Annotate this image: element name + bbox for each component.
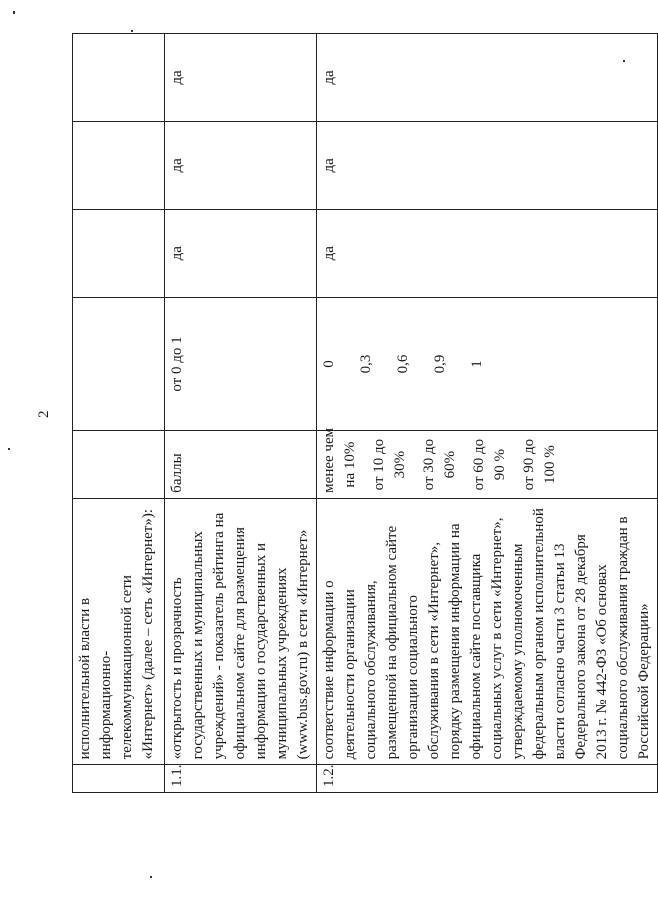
text-line: утверждаемому уполномоченным [510, 543, 526, 760]
line-gap [414, 303, 422, 426]
text-line: на 10% [342, 441, 358, 488]
text-line: Российской Федерации» [636, 603, 652, 760]
text-line: от 0 до 1 [169, 336, 185, 392]
unit-cell [165, 431, 317, 498]
unit-cell [73, 431, 165, 498]
text-line: обслуживания в сети «Интернет», [426, 541, 442, 760]
text-line: власти согласно части 3 статьи 13 [552, 543, 568, 760]
applicability-cell [73, 121, 165, 209]
line-gap [511, 436, 519, 492]
criterion-name [317, 498, 658, 765]
text-line: 60% [442, 450, 458, 479]
criterion-name [73, 498, 165, 765]
line-gap [422, 303, 430, 426]
applicability-cell: да [317, 34, 658, 122]
scan-speck [13, 11, 15, 14]
applicability-cell: да [165, 121, 317, 209]
text-line: официальном сайте для размещения [232, 527, 248, 760]
scan-speck [150, 876, 152, 878]
text-line: соответствие информации о [321, 580, 337, 760]
applicability-cell [73, 209, 165, 297]
text-line: информации о государственных и [253, 543, 269, 760]
text-line: социального обслуживания, [363, 580, 379, 760]
rotated-table-container [72, 33, 652, 793]
text-line: 0,9 [432, 354, 448, 374]
line-gap [377, 303, 385, 426]
table-row [165, 34, 317, 793]
text-line: порядку размещения информации на [447, 523, 463, 760]
line-gap [411, 436, 419, 492]
text-line: 0,3 [358, 354, 374, 374]
text-line: размещенной на официальном сайте [384, 525, 400, 760]
line-gap [340, 303, 348, 426]
value-cell [317, 297, 658, 431]
criteria-table [72, 33, 658, 793]
table-row [73, 34, 165, 793]
page-number: 2 [36, 410, 52, 418]
line-gap [451, 303, 459, 426]
value-cell [165, 297, 317, 431]
text-line: от 10 до [371, 438, 387, 491]
text-line: от 90 до [521, 438, 537, 491]
text-line: телекоммуникационной сети [119, 575, 135, 760]
text-line: официальном сайте поставщика [468, 553, 484, 760]
applicability-cell: да [165, 209, 317, 297]
line-gap [459, 303, 467, 426]
text-line: 0,6 [395, 354, 411, 374]
text-line: от 30 до [421, 438, 437, 491]
row-number: 1.2. [317, 765, 658, 793]
value-cell [73, 297, 165, 431]
text-line: государственных и муниципальных [190, 531, 206, 760]
text-line: деятельности организации [342, 589, 358, 760]
row-number [73, 765, 165, 793]
text-line: организации социального [405, 595, 421, 760]
scan-speck [8, 448, 10, 450]
text-line: 2013 г. № 442-ФЗ «Об основах [594, 564, 610, 760]
row-number: 1.1. [165, 765, 317, 793]
text-line: Федерального закона от 28 декабря [573, 534, 589, 760]
text-line: 90 % [492, 448, 508, 481]
criterion-name [165, 498, 317, 765]
text-line: менее чем [321, 427, 337, 493]
applicability-cell: да [165, 34, 317, 122]
scan-speck [623, 60, 625, 62]
text-line: от 60 до [471, 438, 487, 491]
text-line: 30% [392, 450, 408, 479]
text-line: 0 [321, 360, 337, 368]
text-line: «открытость и прозрачность [169, 577, 185, 760]
text-line: муниципальных учреждениях [274, 567, 290, 760]
scan-speck [131, 30, 133, 32]
line-gap [361, 436, 369, 492]
text-line: (www.bus.gov.ru) в сети «Интернет» [295, 529, 311, 760]
unit-cell [317, 427, 658, 498]
applicability-cell: да [317, 209, 658, 297]
applicability-cell: да [317, 121, 658, 209]
text-line: 100 % [542, 445, 558, 484]
text-line: исполнительной власти в [77, 597, 93, 760]
text-line: учреждений» - показатель рейтинга на [211, 512, 227, 760]
applicability-cell [73, 34, 165, 122]
text-line: «Интернет» (далее – сеть «Интернет»): [140, 509, 156, 760]
line-gap [385, 303, 393, 426]
text-line: федеральным органом исполнительной [531, 508, 547, 760]
text-line: социальных услуг в сети «Интернет», [489, 517, 505, 760]
text-line: 1 [469, 360, 485, 368]
text-line: баллы [169, 453, 185, 493]
table-row [317, 34, 658, 793]
text-line: информационно- [98, 650, 114, 760]
text-line: социального обслуживания граждан в [615, 516, 631, 760]
line-gap [348, 303, 356, 426]
line-gap [461, 436, 469, 492]
